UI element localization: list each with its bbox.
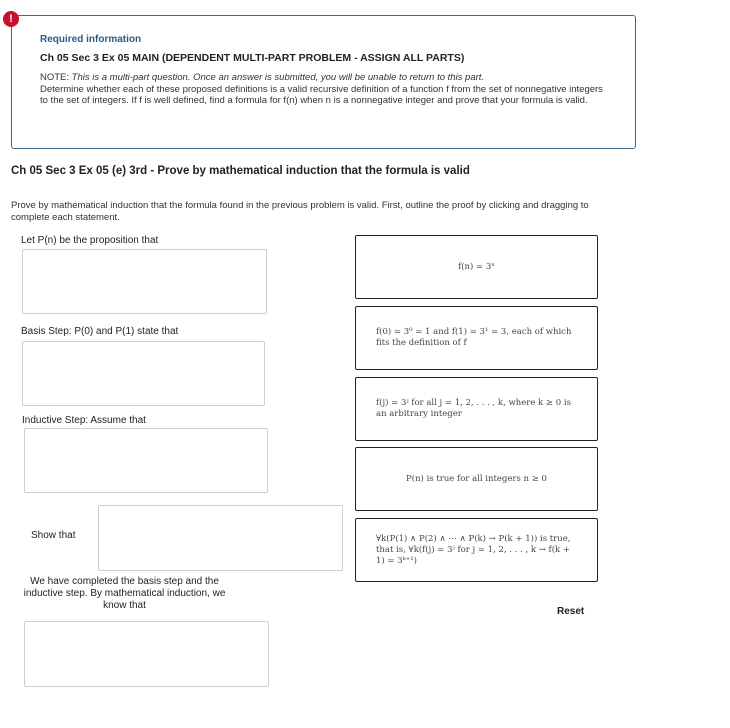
choice-conclusion[interactable]	[355, 447, 598, 511]
question-title: Ch 05 Sec 3 Ex 05 (e) 3rd - Prove by mathematical induction that the formula is valid	[11, 165, 470, 177]
problem-note	[40, 72, 610, 107]
choice-implication[interactable]	[355, 518, 598, 582]
note-italic: This is a multi-part question. Once an answer is submitted, you will be unable to return to this part.	[71, 72, 485, 83]
question-instruction: Prove by mathematical induction that the formula found in the previous problem is valid. First, outline the proof by clicking and dragging to complete each statement.	[11, 200, 589, 223]
basis-step-label: Basis Step: P(0) and P(1) state that	[21, 326, 179, 337]
note-prefix: NOTE:	[40, 72, 72, 83]
show-that-label: Show that	[31, 530, 76, 541]
conclusion-drop-target[interactable]	[24, 621, 269, 687]
problem-title: Ch 05 Sec 3 Ex 05 MAIN (DEPENDENT MULTI-PART PROBLEM - ASSIGN ALL PARTS)	[40, 52, 465, 64]
choice-hypothesis-text: f(j) = 3ʲ for all j = 1, 2, . . . , k, where k ≥ 0 is an arbitrary integer	[376, 398, 571, 419]
inductive-step-label: Inductive Step: Assume that	[22, 415, 146, 426]
choice-basis-text: f(0) = 3⁰ = 1 and f(1) = 3¹ = 3, each of which fits the definition of f	[376, 327, 572, 348]
note-body: Determine whether each of these proposed definitions is a valid recursive definition of a function f from the set of nonnegative integers to the set of integers. If f is well defined, find a formula for f(n) when n is a nonnegative integer and prove that your formula is valid.	[40, 83, 603, 106]
choice-conclusion-text: P(n) is true for all integers n ≥ 0	[406, 473, 547, 484]
choice-hypothesis[interactable]	[355, 377, 598, 441]
inductive-drop-target[interactable]	[24, 428, 268, 493]
choice-implication-text: ∀k(P(1) ∧ P(2) ∧ ⋯ ∧ P(k) → P(k + 1)) is true, that is, ∀k(f(j) = 3ʲ for j = 1, 2, . . . , k → f(k + 1) = 3ᵏ⁺¹)	[376, 533, 571, 566]
required-info-label: Required information	[40, 34, 142, 45]
choice-formula-text: f(n) = 3ⁿ	[458, 261, 495, 272]
let-drop-target[interactable]	[22, 249, 267, 314]
choice-basis[interactable]	[355, 306, 598, 370]
let-statement-label: Let P(n) be the proposition that	[21, 235, 159, 246]
basis-drop-target[interactable]	[22, 341, 265, 406]
show-drop-target[interactable]	[98, 505, 343, 571]
reset-button[interactable]: Reset	[557, 606, 585, 617]
alert-icon: !	[3, 11, 19, 27]
choice-formula[interactable]	[355, 235, 598, 299]
conclusion-label: We have completed the basis step and the inductive step. By mathematical induction, we know that	[23, 576, 226, 611]
